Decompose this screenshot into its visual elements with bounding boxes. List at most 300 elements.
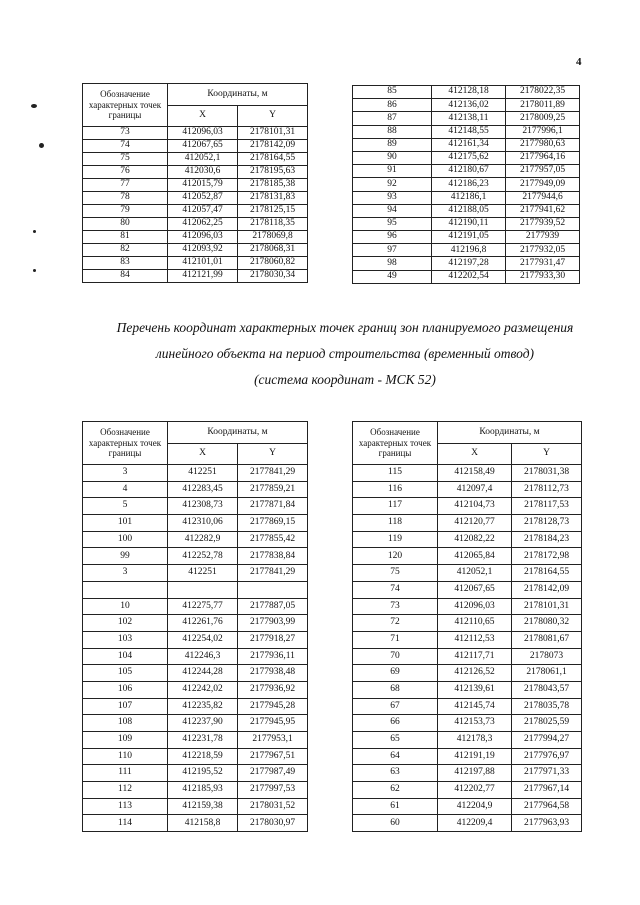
point-id: 101 bbox=[83, 515, 168, 532]
point-id: 117 bbox=[353, 498, 438, 515]
table-row bbox=[353, 698, 582, 715]
coord-y: 2178073 bbox=[512, 648, 582, 665]
coord-y: 2177939 bbox=[506, 231, 580, 244]
table-row bbox=[83, 715, 308, 732]
coord-y: 2177939,52 bbox=[506, 217, 580, 230]
coord-y: 2178030,97 bbox=[238, 815, 308, 832]
table-row bbox=[353, 217, 580, 230]
table-row bbox=[353, 138, 580, 151]
coord-x: 412261,76 bbox=[168, 615, 238, 632]
table-row bbox=[83, 548, 308, 565]
coord-x: 412148,55 bbox=[432, 125, 506, 138]
coord-x: 412015,79 bbox=[168, 179, 238, 192]
coord-x: 412282,9 bbox=[168, 531, 238, 548]
coord-y: 2178025,59 bbox=[512, 715, 582, 732]
table-row bbox=[353, 681, 582, 698]
coord-y: 2178118,35 bbox=[238, 218, 308, 231]
point-id: 94 bbox=[353, 204, 432, 217]
coord-x: 412052,1 bbox=[168, 153, 238, 166]
table-row bbox=[353, 191, 580, 204]
table-row bbox=[353, 125, 580, 138]
point-id: 3 bbox=[83, 565, 168, 582]
coord-x: 412093,92 bbox=[168, 244, 238, 257]
coord-x: 412204,9 bbox=[438, 798, 512, 815]
point-id: 99 bbox=[83, 548, 168, 565]
coord-x: 412145,74 bbox=[438, 698, 512, 715]
table-row bbox=[83, 218, 308, 231]
table-row bbox=[353, 86, 580, 99]
point-id: 113 bbox=[83, 798, 168, 815]
point-id: 93 bbox=[353, 191, 432, 204]
table-row bbox=[83, 179, 308, 192]
coord-x: 412067,65 bbox=[438, 581, 512, 598]
coord-y: 2177931,47 bbox=[506, 257, 580, 270]
point-id: 85 bbox=[353, 86, 432, 99]
coord-y: 2178080,32 bbox=[512, 615, 582, 632]
point-id: 114 bbox=[83, 815, 168, 832]
coord-x: 412283,45 bbox=[168, 481, 238, 498]
table-row bbox=[83, 257, 308, 270]
coord-y: 2177859,21 bbox=[238, 481, 308, 498]
coord-y: 2178164,55 bbox=[512, 565, 582, 582]
point-id: 109 bbox=[83, 732, 168, 749]
coord-x: 412136,02 bbox=[432, 99, 506, 112]
header-y: Y bbox=[238, 444, 308, 465]
coord-x: 412185,93 bbox=[168, 782, 238, 799]
point-id bbox=[83, 581, 168, 598]
coord-x: 412190,11 bbox=[432, 217, 506, 230]
table-row bbox=[83, 648, 308, 665]
table-row bbox=[83, 153, 308, 166]
coord-y: 2177871,84 bbox=[238, 498, 308, 515]
point-id: 89 bbox=[353, 138, 432, 151]
table-row bbox=[83, 205, 308, 218]
coord-x: 412244,28 bbox=[168, 665, 238, 682]
table-row bbox=[83, 748, 308, 765]
table-row bbox=[353, 165, 580, 178]
coord-y: 2178009,25 bbox=[506, 112, 580, 125]
coord-x: 412104,73 bbox=[438, 498, 512, 515]
point-id: 110 bbox=[83, 748, 168, 765]
point-id: 10 bbox=[83, 598, 168, 615]
table-row bbox=[83, 166, 308, 179]
point-id: 74 bbox=[83, 140, 168, 153]
coord-y: 2177980,63 bbox=[506, 138, 580, 151]
coord-x: 412196,8 bbox=[432, 244, 506, 257]
point-id: 71 bbox=[353, 631, 438, 648]
coord-y: 2177918,27 bbox=[238, 631, 308, 648]
coord-y: 2178022,35 bbox=[506, 86, 580, 99]
scan-speck bbox=[31, 104, 37, 108]
point-id: 107 bbox=[83, 698, 168, 715]
header-x: X bbox=[168, 106, 238, 127]
table-row bbox=[83, 732, 308, 749]
table-row bbox=[83, 127, 308, 140]
point-id: 77 bbox=[83, 179, 168, 192]
table-row bbox=[353, 598, 582, 615]
coord-x: 412139,61 bbox=[438, 681, 512, 698]
point-id: 88 bbox=[353, 125, 432, 138]
table-row bbox=[353, 531, 582, 548]
coord-y: 2178035,78 bbox=[512, 698, 582, 715]
point-id: 70 bbox=[353, 648, 438, 665]
coord-x: 412231,78 bbox=[168, 732, 238, 749]
coord-y: 2177964,58 bbox=[512, 798, 582, 815]
coord-y: 2177987,49 bbox=[238, 765, 308, 782]
table-row bbox=[353, 631, 582, 648]
point-id: 84 bbox=[83, 270, 168, 283]
table-row bbox=[83, 698, 308, 715]
header-x: X bbox=[438, 444, 512, 465]
coord-y: 2177994,27 bbox=[512, 732, 582, 749]
coord-x bbox=[168, 581, 238, 598]
coord-x: 412191,19 bbox=[438, 748, 512, 765]
table-row bbox=[83, 581, 308, 598]
point-id: 75 bbox=[353, 565, 438, 582]
coord-x: 412159,38 bbox=[168, 798, 238, 815]
coord-x: 412188,05 bbox=[432, 204, 506, 217]
coord-x: 412242,02 bbox=[168, 681, 238, 698]
table-row bbox=[353, 231, 580, 244]
coord-x: 412052,1 bbox=[438, 565, 512, 582]
point-id: 75 bbox=[83, 153, 168, 166]
table-row bbox=[353, 178, 580, 191]
coord-y: 2177997,53 bbox=[238, 782, 308, 799]
coord-y: 2177967,51 bbox=[238, 748, 308, 765]
coord-y: 2178125,15 bbox=[238, 205, 308, 218]
coord-x: 412246,3 bbox=[168, 648, 238, 665]
point-id: 73 bbox=[353, 598, 438, 615]
coord-x: 412197,28 bbox=[432, 257, 506, 270]
point-id: 64 bbox=[353, 748, 438, 765]
coord-x: 412186,1 bbox=[432, 191, 506, 204]
table-row bbox=[353, 498, 582, 515]
table-row bbox=[353, 581, 582, 598]
coord-x: 412067,65 bbox=[168, 140, 238, 153]
coord-y: 2177949,09 bbox=[506, 178, 580, 191]
table-row bbox=[83, 598, 308, 615]
coords-table-3 bbox=[82, 421, 308, 832]
coord-x: 412110,65 bbox=[438, 615, 512, 632]
coords-table-4 bbox=[352, 421, 582, 832]
table-row bbox=[353, 665, 582, 682]
coord-x: 412117,71 bbox=[438, 648, 512, 665]
table-row bbox=[83, 615, 308, 632]
point-id: 104 bbox=[83, 648, 168, 665]
coord-x: 412096,03 bbox=[168, 231, 238, 244]
point-id: 68 bbox=[353, 681, 438, 698]
table-row bbox=[353, 270, 580, 283]
coord-x: 412195,52 bbox=[168, 765, 238, 782]
coord-y: 2177953,1 bbox=[238, 732, 308, 749]
point-id: 66 bbox=[353, 715, 438, 732]
coord-x: 412062,25 bbox=[168, 218, 238, 231]
header-coords: Координаты, м bbox=[168, 84, 308, 106]
coord-y: 2178101,31 bbox=[238, 127, 308, 140]
coord-y: 2177838,84 bbox=[238, 548, 308, 565]
coord-y: 2177932,05 bbox=[506, 244, 580, 257]
coord-x: 412121,99 bbox=[168, 270, 238, 283]
coord-x: 412158,8 bbox=[168, 815, 238, 832]
table-row bbox=[353, 732, 582, 749]
table-row bbox=[83, 481, 308, 498]
header-coords: Координаты, м bbox=[438, 422, 582, 444]
point-id: 67 bbox=[353, 698, 438, 715]
point-id: 80 bbox=[83, 218, 168, 231]
point-id: 62 bbox=[353, 782, 438, 799]
table-row bbox=[83, 465, 308, 482]
point-id: 5 bbox=[83, 498, 168, 515]
coord-y: 2178172,98 bbox=[512, 548, 582, 565]
point-id: 97 bbox=[353, 244, 432, 257]
coord-x: 412082,22 bbox=[438, 531, 512, 548]
table-row bbox=[83, 681, 308, 698]
coord-x: 412120,77 bbox=[438, 515, 512, 532]
coord-y: 2177957,05 bbox=[506, 165, 580, 178]
point-id: 106 bbox=[83, 681, 168, 698]
coord-x: 412191,05 bbox=[432, 231, 506, 244]
coord-y: 2177976,97 bbox=[512, 748, 582, 765]
table-row bbox=[353, 648, 582, 665]
scan-speck bbox=[33, 269, 36, 272]
coord-x: 412254,02 bbox=[168, 631, 238, 648]
coord-y: 2178101,31 bbox=[512, 598, 582, 615]
table-row bbox=[353, 112, 580, 125]
table-row bbox=[83, 765, 308, 782]
coord-x: 412310,06 bbox=[168, 515, 238, 532]
table-row bbox=[353, 548, 582, 565]
coord-y: 2178043,57 bbox=[512, 681, 582, 698]
coord-x: 412186,23 bbox=[432, 178, 506, 191]
coord-y: 2177938,48 bbox=[238, 665, 308, 682]
table-row bbox=[83, 270, 308, 283]
coord-y: 2177936,92 bbox=[238, 681, 308, 698]
coord-x: 412308,73 bbox=[168, 498, 238, 515]
table-row bbox=[83, 498, 308, 515]
point-id: 91 bbox=[353, 165, 432, 178]
coord-y: 2178112,73 bbox=[512, 481, 582, 498]
table-row bbox=[353, 715, 582, 732]
coord-y: 2178011,89 bbox=[506, 99, 580, 112]
table-row bbox=[353, 151, 580, 164]
point-id: 60 bbox=[353, 815, 438, 832]
coord-x: 412138,11 bbox=[432, 112, 506, 125]
table-row bbox=[83, 140, 308, 153]
point-id: 111 bbox=[83, 765, 168, 782]
coord-x: 412197,88 bbox=[438, 765, 512, 782]
scan-speck bbox=[39, 143, 44, 148]
coord-x: 412218,59 bbox=[168, 748, 238, 765]
coord-y: 2177936,11 bbox=[238, 648, 308, 665]
coord-y: 2178195,63 bbox=[238, 166, 308, 179]
header-label: Обозначение характерных точек границы bbox=[83, 422, 168, 465]
point-id: 86 bbox=[353, 99, 432, 112]
point-id: 82 bbox=[83, 244, 168, 257]
coords-table-2 bbox=[352, 85, 580, 284]
table-row bbox=[83, 565, 308, 582]
coords-table-1 bbox=[82, 83, 308, 283]
table-row bbox=[353, 465, 582, 482]
coord-x: 412209,4 bbox=[438, 815, 512, 832]
caption-line-1: Перечень координат характерных точек границ зон планируемого размещения bbox=[116, 320, 574, 335]
coord-y: 2177967,14 bbox=[512, 782, 582, 799]
table-row bbox=[83, 631, 308, 648]
coord-x: 412202,77 bbox=[438, 782, 512, 799]
point-id: 108 bbox=[83, 715, 168, 732]
point-id: 4 bbox=[83, 481, 168, 498]
coord-x: 412096,03 bbox=[438, 598, 512, 615]
table-row bbox=[353, 782, 582, 799]
coord-y: 2177945,95 bbox=[238, 715, 308, 732]
point-id: 102 bbox=[83, 615, 168, 632]
table-row bbox=[83, 782, 308, 799]
table-row bbox=[353, 244, 580, 257]
point-id: 115 bbox=[353, 465, 438, 482]
coord-y: 2178060,82 bbox=[238, 257, 308, 270]
coord-y: 2177869,15 bbox=[238, 515, 308, 532]
table-row bbox=[83, 192, 308, 205]
header-y: Y bbox=[238, 106, 308, 127]
point-id: 100 bbox=[83, 531, 168, 548]
header-coords: Координаты, м bbox=[168, 422, 308, 444]
coord-y: 2178031,52 bbox=[238, 798, 308, 815]
point-id: 87 bbox=[353, 112, 432, 125]
coord-y: 2177996,1 bbox=[506, 125, 580, 138]
coord-x: 412052,87 bbox=[168, 192, 238, 205]
point-id: 92 bbox=[353, 178, 432, 191]
point-id: 119 bbox=[353, 531, 438, 548]
coord-y: 2178031,38 bbox=[512, 465, 582, 482]
point-id: 98 bbox=[353, 257, 432, 270]
coord-y: 2177933,30 bbox=[506, 270, 580, 283]
coord-y: 2177903,99 bbox=[238, 615, 308, 632]
table-row bbox=[353, 257, 580, 270]
coord-x: 412065,84 bbox=[438, 548, 512, 565]
coord-y bbox=[238, 581, 308, 598]
coord-y: 2177841,29 bbox=[238, 465, 308, 482]
coord-x: 412158,49 bbox=[438, 465, 512, 482]
point-id: 105 bbox=[83, 665, 168, 682]
coord-y: 2178068,31 bbox=[238, 244, 308, 257]
coord-x: 412237,90 bbox=[168, 715, 238, 732]
coord-y: 2177887,05 bbox=[238, 598, 308, 615]
point-id: 90 bbox=[353, 151, 432, 164]
scan-speck bbox=[33, 230, 36, 233]
coord-y: 2178184,23 bbox=[512, 531, 582, 548]
coord-x: 412178,3 bbox=[438, 732, 512, 749]
point-id: 65 bbox=[353, 732, 438, 749]
point-id: 79 bbox=[83, 205, 168, 218]
point-id: 96 bbox=[353, 231, 432, 244]
coord-y: 2177971,33 bbox=[512, 765, 582, 782]
header-label: Обозначение характерных точек границы bbox=[83, 84, 168, 127]
header-x: X bbox=[168, 444, 238, 465]
coord-y: 2178185,38 bbox=[238, 179, 308, 192]
coord-x: 412096,03 bbox=[168, 127, 238, 140]
coord-y: 2178030,34 bbox=[238, 270, 308, 283]
table-row bbox=[83, 798, 308, 815]
point-id: 63 bbox=[353, 765, 438, 782]
point-id: 83 bbox=[83, 257, 168, 270]
table-row bbox=[353, 798, 582, 815]
coord-y: 2178164,55 bbox=[238, 153, 308, 166]
coord-y: 2178131,83 bbox=[238, 192, 308, 205]
coord-y: 2178117,53 bbox=[512, 498, 582, 515]
coord-x: 412126,52 bbox=[438, 665, 512, 682]
coord-y: 2177963,93 bbox=[512, 815, 582, 832]
coord-x: 412252,78 bbox=[168, 548, 238, 565]
point-id: 118 bbox=[353, 515, 438, 532]
coord-y: 2177964,16 bbox=[506, 151, 580, 164]
coord-y: 2177841,29 bbox=[238, 565, 308, 582]
coord-x: 412251 bbox=[168, 565, 238, 582]
coord-x: 412235,82 bbox=[168, 698, 238, 715]
coord-x: 412202,54 bbox=[432, 270, 506, 283]
coord-y: 2177941,62 bbox=[506, 204, 580, 217]
point-id: 116 bbox=[353, 481, 438, 498]
coord-x: 412161,34 bbox=[432, 138, 506, 151]
table-row bbox=[353, 615, 582, 632]
point-id: 81 bbox=[83, 231, 168, 244]
coord-y: 2178142,09 bbox=[512, 581, 582, 598]
coord-x: 412180,67 bbox=[432, 165, 506, 178]
point-id: 76 bbox=[83, 166, 168, 179]
coord-x: 412128,18 bbox=[432, 86, 506, 99]
coord-x: 412101,01 bbox=[168, 257, 238, 270]
point-id: 49 bbox=[353, 270, 432, 283]
coord-y: 2178081,67 bbox=[512, 631, 582, 648]
coord-x: 412153,73 bbox=[438, 715, 512, 732]
table-row bbox=[83, 665, 308, 682]
point-id: 73 bbox=[83, 127, 168, 140]
table-row bbox=[353, 748, 582, 765]
caption-line-3: (система координат - МСК 52) bbox=[254, 372, 436, 387]
coord-x: 412112,53 bbox=[438, 631, 512, 648]
table-row bbox=[83, 515, 308, 532]
point-id: 103 bbox=[83, 631, 168, 648]
table-row bbox=[83, 531, 308, 548]
coord-y: 2178069,8 bbox=[238, 231, 308, 244]
caption-line-2: линейного объекта на период строительства (временный отвод) bbox=[155, 346, 535, 361]
table-row bbox=[83, 815, 308, 832]
table-row bbox=[353, 204, 580, 217]
point-id: 61 bbox=[353, 798, 438, 815]
table-row bbox=[353, 99, 580, 112]
coord-x: 412251 bbox=[168, 465, 238, 482]
coord-y: 2178061,1 bbox=[512, 665, 582, 682]
point-id: 72 bbox=[353, 615, 438, 632]
coord-y: 2177944,6 bbox=[506, 191, 580, 204]
point-id: 74 bbox=[353, 581, 438, 598]
header-label: Обозначение характерных точек границы bbox=[353, 422, 438, 465]
coord-x: 412030,6 bbox=[168, 166, 238, 179]
coord-y: 2177855,42 bbox=[238, 531, 308, 548]
coord-y: 2178142,09 bbox=[238, 140, 308, 153]
point-id: 95 bbox=[353, 217, 432, 230]
coord-x: 412275,77 bbox=[168, 598, 238, 615]
table-row bbox=[83, 231, 308, 244]
header-y: Y bbox=[512, 444, 582, 465]
table-row bbox=[353, 515, 582, 532]
coord-y: 2177945,28 bbox=[238, 698, 308, 715]
coord-x: 412175,62 bbox=[432, 151, 506, 164]
table-row bbox=[353, 481, 582, 498]
table-row bbox=[353, 765, 582, 782]
table-row bbox=[353, 815, 582, 832]
point-id: 3 bbox=[83, 465, 168, 482]
coord-x: 412057,47 bbox=[168, 205, 238, 218]
point-id: 69 bbox=[353, 665, 438, 682]
